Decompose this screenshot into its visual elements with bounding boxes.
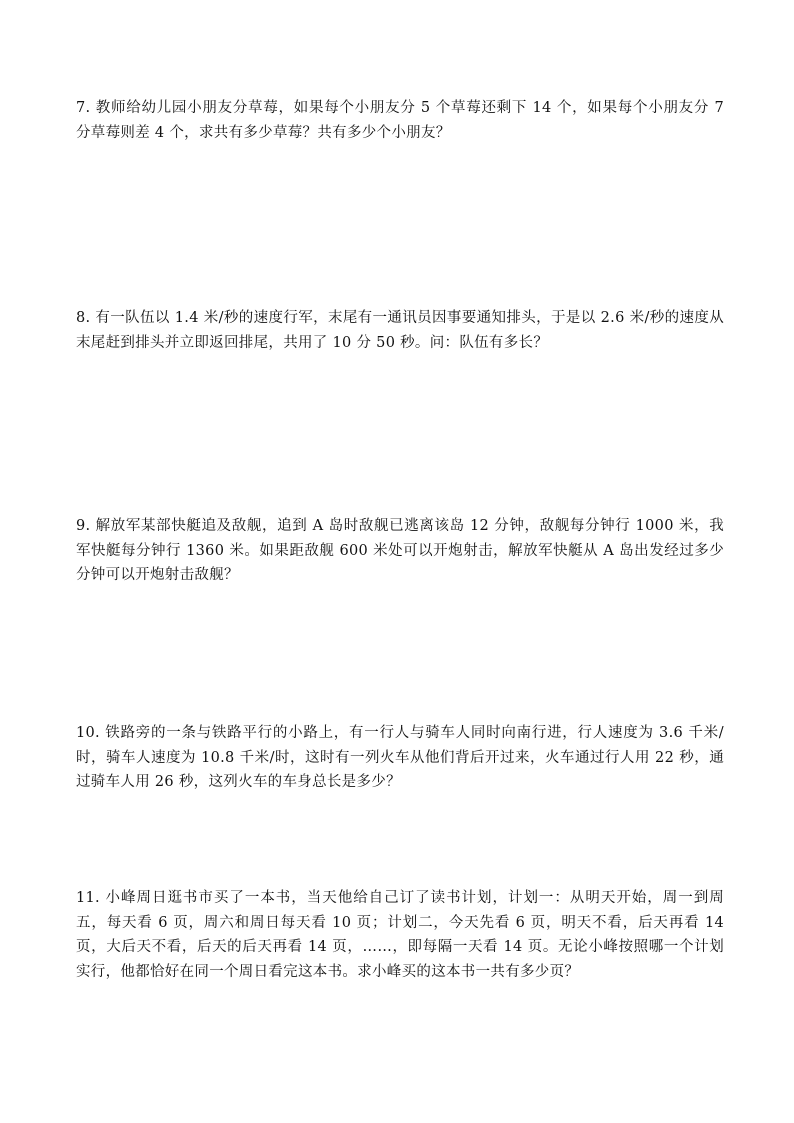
problem-9: 9. 解放军某部快艇追及敌舰，追到 A 岛时敌舰已逃离该岛 12 分钟，敌舰每分钟行 1000 米，我军快艇每分钟行 1360 米。如果距敌舰 600 米处可以开炮射击，解放军快艇从 A 岛出发经过多少分钟可以开炮射击敌舰？ (76, 518, 724, 583)
problem-8: 8. 有一队伍以 1.4 米/秒的速度行军，末尾有一通讯员因事要通知排头，于是以 2.6 米/秒的速度从末尾赶到排头并立即返回排尾，共用了 10 分 50 秒。问：队伍有多长？ (76, 310, 724, 351)
problem-11: 11. 小峰周日逛书市买了一本书，当天他给自己订了读书计划，计划一：从明天开始，周一到周五，每天看 6 页，周六和周日每天看 10 页；计划二，今天先看 6 页，明天不看，后天再看 14 页，大后天不看，后天的后天再看 14 页，……，即每隔一天看 14 页。无论小峰按照哪一个计划实行，他都恰好在同一个周日看完这本书。求小峰买的这本书一共有多少页？ (76, 890, 724, 980)
problem-10: 10. 铁路旁的一条与铁路平行的小路上，有一行人与骑车人同时向南行进，行人速度为 3.6 千米/时，骑车人速度为 10.8 千米/时，这时有一列火车从他们背后开过来，火车通过行人用 22 秒，通过骑车人用 26 秒，这列火车的车身总长是多少？ (76, 725, 724, 790)
problem-7: 7. 教师给幼儿园小朋友分草莓，如果每个小朋友分 5 个草莓还剩下 14 个，如果每个小朋友分 7 分草莓则差 4 个，求共有多少草莓？共有多少个小朋友？ (76, 100, 724, 141)
